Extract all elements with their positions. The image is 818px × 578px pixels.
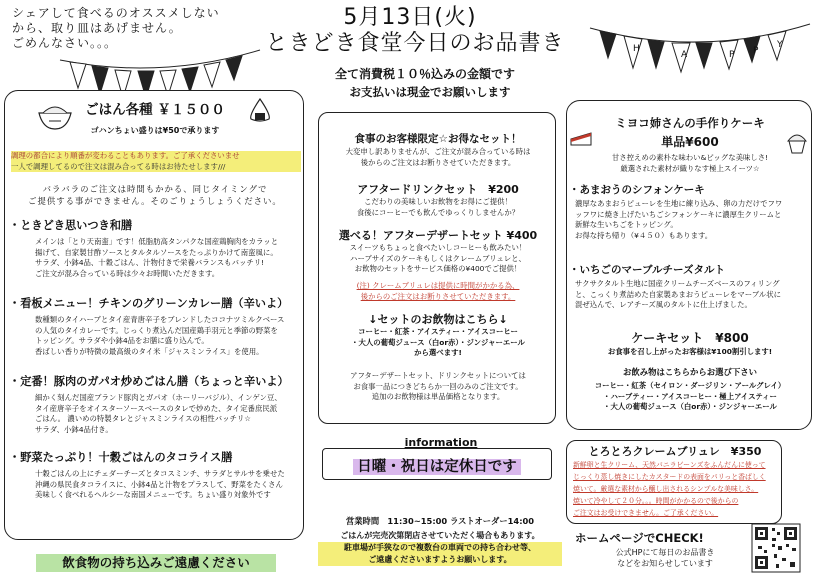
cakeset-sub: お食事を召し上がったお客様は¥100割引します!	[607, 347, 773, 356]
homepage-title[interactable]: ホームページでCHECK!	[575, 531, 704, 545]
notice-line: 調理の都合により順番が変わることもあります。ご了承くださいませ	[11, 151, 301, 162]
brulee-panel	[566, 440, 782, 524]
dessert-note	[319, 281, 557, 302]
after-line: お食事一品につきどちらか一回のみのご注文です。	[353, 381, 523, 391]
notice-block	[11, 151, 301, 172]
dessert-note-line: (注) クレームブリュレは提供に時間がかかる為、	[356, 281, 520, 290]
cake-menu-panel	[566, 100, 812, 430]
page-title: ときどき食堂今日のお品書き	[265, 31, 565, 56]
item-title: ・ 定番！豚肉のガパオ炒めごはん膳（ちょっと辛いよ）	[9, 375, 301, 389]
dessert-set-line: スイーツもちょっと食べたいしコーヒーも飲みたい！	[349, 243, 527, 252]
cakeset-title: ケーキセット ¥800	[631, 331, 749, 345]
item-description	[35, 393, 301, 435]
cakeset-drinks-line: コーヒー・紅茶（セイロン・ダージリン・アールグレイ）	[594, 381, 786, 390]
item-line: 美味しく食べれるヘルシーな南国メニューです。ちょい盛り対象外です	[35, 490, 271, 499]
chiffon-title: ・ あまおうのシフォンケーキ	[569, 183, 809, 197]
homepage-line: などをお知らせしています	[617, 558, 713, 568]
item-line: 十穀ごはんの上にチェダーチーズとタコスミンチ、サラダとサルサを乗せた	[35, 469, 285, 478]
info-label: information	[404, 436, 478, 449]
item-line: の人気のタイカレーです。じっくり煮込んだ国産鶏手羽元と季節の野菜を	[35, 325, 278, 335]
dessert-note-line: 後からのご注文はお断りさせていただきます。	[360, 291, 516, 301]
item-line: 数種類のタイハーブとタイ産青唐辛子をブレンドしたココナツミルクベース	[35, 315, 285, 324]
tax-note: 全て消費税１０％込みの金額です	[334, 67, 515, 81]
cakeset-drinks-line: ・ハーブティー・アイスコーヒー・極上アイスティー	[603, 391, 777, 401]
bunting-letter: H	[633, 44, 641, 54]
item-line: サラダ、小鉢4品、十穀ごはん、汁物付きで栄養バランスもバッチリ!	[35, 258, 265, 267]
item-line: ご注文が混み合っている時は少々お時間いただきます。	[35, 268, 220, 278]
dessert-set-title: 選べる！アフターデザートセット ¥400	[338, 229, 538, 242]
set-description	[319, 147, 557, 168]
brulee-description	[573, 459, 779, 519]
timing-note	[9, 183, 301, 207]
apology-line: シェアして食べるのオススメしない	[12, 6, 220, 20]
bunting-letter: P	[729, 50, 736, 60]
cake-line: 甘さ控えめの素朴な味わい&ビッグな美味しさ!	[611, 153, 769, 162]
bunting-right	[590, 8, 810, 98]
marble-title: ・ いちごのマーブルチーズタルト	[569, 263, 809, 277]
chiffon-line: ッフワに焼き上げたいちごシフォンケーキに濃厚生クリームと	[575, 209, 782, 219]
onigiri-icon	[247, 97, 273, 123]
drinks-title: ↓セットのお飲物はこちら↓	[368, 313, 508, 326]
rice-sub: ゴハンちょい盛りは¥50で承ります	[90, 126, 220, 135]
chiffon-line: 濃厚なあまおうピューレを生地に練り込み、卵の力だけでフワ	[575, 199, 783, 208]
after-note	[319, 371, 557, 403]
chiffon-description	[575, 199, 811, 241]
qr-code-icon[interactable]	[752, 524, 800, 572]
cakeset-drinks-line: ・大人の葡萄ジュース（白or赤）・ジンジャーエール	[603, 402, 777, 411]
cake-price: 単品¥600	[661, 135, 719, 149]
menu-date: 5月13日(火)	[343, 5, 477, 30]
item-line: トッピング。サラダや小鉢4品をお膳に盛り込んで。	[35, 336, 209, 345]
brulee-title: とろとろクレームブリュレ ¥350	[588, 445, 762, 458]
drinks-list	[319, 327, 557, 359]
apology-line: ごめんなさい。。。	[12, 36, 118, 50]
timing-line: ご提供する事ができません。そのごりょうしょうください。	[28, 196, 282, 206]
item-line: タイ産唐辛子をオイスターソースベースのタレで炒めた、タイ定番庶民派	[35, 403, 278, 413]
after-line: 追加のお飲物様は単品価格となります。	[371, 392, 505, 401]
bunting-letter: Y	[777, 40, 784, 50]
item-title: ・ 看板メニュー！チキンのグリーンカレー膳（辛いよ）	[9, 297, 301, 311]
brulee-line: 新鮮卵と生クリーム、天然バニラビーンズをふんだんに使って	[573, 461, 766, 469]
drink-set-description	[319, 197, 557, 218]
marble-line: 混ぜ込んで、レアチーズ風のタルトに仕上げました。	[575, 300, 752, 309]
parking-line: ごはんが完売次第閉店させていただく場合もあります。	[340, 531, 540, 540]
dessert-set-line: ハーブサイズのケーキもしくはクレームブリュレと、	[350, 253, 526, 263]
notice-line: 一人で調理してるので注文は混み合ってる時はお待たせします///	[11, 162, 301, 173]
rice-title: ごはん各種 ￥１５００	[85, 102, 225, 118]
brulee-line: 焼いて冷やして２０分。。。時間がかかるので後からの	[573, 497, 739, 505]
item-description	[35, 315, 301, 357]
drinks-line: から選べます!	[414, 348, 462, 357]
set-line: 後からのご注文はお断りさせていただきます。	[360, 157, 516, 167]
drinks-line: ・大人の葡萄ジュース（白or赤）・ジンジャーエール	[351, 337, 525, 347]
homepage-line: 公式HPにて毎日のお品書き	[615, 548, 715, 557]
drink-set-title: アフタードリンクセット ¥200	[357, 183, 519, 196]
item-line: メインは「とり天南蛮」です！低脂肪高タンパクな国産鶏胸肉をカラッと	[35, 237, 279, 246]
holiday-text: 日曜・祝日は定休日です	[353, 459, 521, 475]
item-line: ごはん。 濃いめの特製タレとジャスミンライスの相性バッチリ☆	[35, 414, 251, 423]
bunting-letter: A	[681, 50, 689, 60]
cakeset-drinks	[567, 381, 813, 413]
apology-line: から、取り皿はあげません。	[12, 21, 182, 35]
dessert-set-line: お飲物のセットをサービス価格の¥400でご提供！	[354, 264, 522, 273]
drink-set-line: こだわりの美味しいお飲物をお得にご提供！	[364, 197, 512, 206]
parking-line: ご遠慮くださいますようお願いします。	[318, 554, 562, 566]
marble-line: と、こっくり煮詰めた自家製あまおうピューレをマーブル状に	[575, 289, 781, 299]
after-line: アフターデザートセット、ドリンクセットについては	[350, 371, 526, 380]
brulee-line: 焼いて。厳選な素材から醸し出されるシンプルな美味しさ。	[573, 485, 759, 493]
brulee-line: じっくり蒸し焼きにしたカスタードの表面をパリっと香ばしく	[573, 473, 766, 481]
item-description	[35, 469, 301, 501]
drink-set-line: 食後にコーヒーでも飲んでゆっくりしませんか？	[356, 207, 520, 217]
set-menu-panel	[318, 112, 556, 424]
parking-line: 駐車場が手狭なので複数台の車両での持ち合わせ等、	[318, 542, 562, 554]
item-line: 細かく刻んだ国産ブランド豚肉とガパオ（ホーリーバジル）、インゲン豆、	[35, 393, 282, 402]
payment-note: お支払いは現金でお願いします	[349, 85, 511, 99]
hours: 営業時間 11:30~15:00 ラストオーダー14:00	[345, 516, 535, 526]
item-line: サラダ、小鉢4品付き。	[35, 424, 113, 434]
cake-line: 厳選された素材が織りなす極上スイーツ☆	[620, 163, 760, 173]
item-line: 揚げて、自家製甘酢ソースとタルタルソースをたっぷりかけて南蛮風に。	[35, 247, 278, 257]
item-description	[35, 237, 301, 279]
holiday-box	[322, 448, 552, 480]
chiffon-line: 新鮮な生いちごをトッピング。	[575, 220, 678, 229]
cakeset-drinks-title: お飲み物はこちらからお選び下さい	[623, 367, 757, 377]
cake-description	[567, 153, 813, 174]
set-line: 大変申し訳ありませんが、ご注文が混み合っている時は	[345, 147, 531, 156]
marble-description	[575, 279, 811, 311]
bunting-letter: P	[753, 46, 760, 56]
item-line: 沖縄の県民食タコライスに、小鉢4品と汁物をプラスして、野菜をたくさん	[35, 479, 283, 489]
rice-menu-panel	[4, 90, 304, 540]
item-line: 香ばしい香りが特徴の最高級のタイ米「ジャスミンライス」を使用。	[35, 346, 264, 356]
parking-note	[318, 530, 562, 566]
item-title: ・ ときどき思いつき和膳	[9, 219, 299, 233]
drinks-line: コーヒー・紅茶・アイスティー・アイスコーヒー	[358, 327, 518, 336]
item-title: ・ 野菜たっぷり！十穀ごはんのタコライス膳	[9, 451, 301, 465]
set-title: 食事のお客様限定☆お得なセット！	[354, 133, 522, 145]
cake-title: ミヨコ姉さんの手作りケーキ	[615, 116, 765, 130]
outside-food-notice: 飲食物の持ち込みご遠慮ください	[36, 554, 276, 572]
dessert-set-description	[319, 243, 557, 275]
brulee-line: ご注文はお受けできません。ご了承ください。	[573, 509, 719, 517]
marble-line: サクサクタルト生地に国産クリームチーズベースのフィリング	[575, 279, 780, 288]
timing-line: バラバラのご注文は時間もかかる、同じタイミングで	[42, 184, 268, 194]
homepage-description	[590, 548, 740, 569]
chiffon-line: お得な持ち帰り（¥４５０）もあります。	[575, 230, 713, 240]
